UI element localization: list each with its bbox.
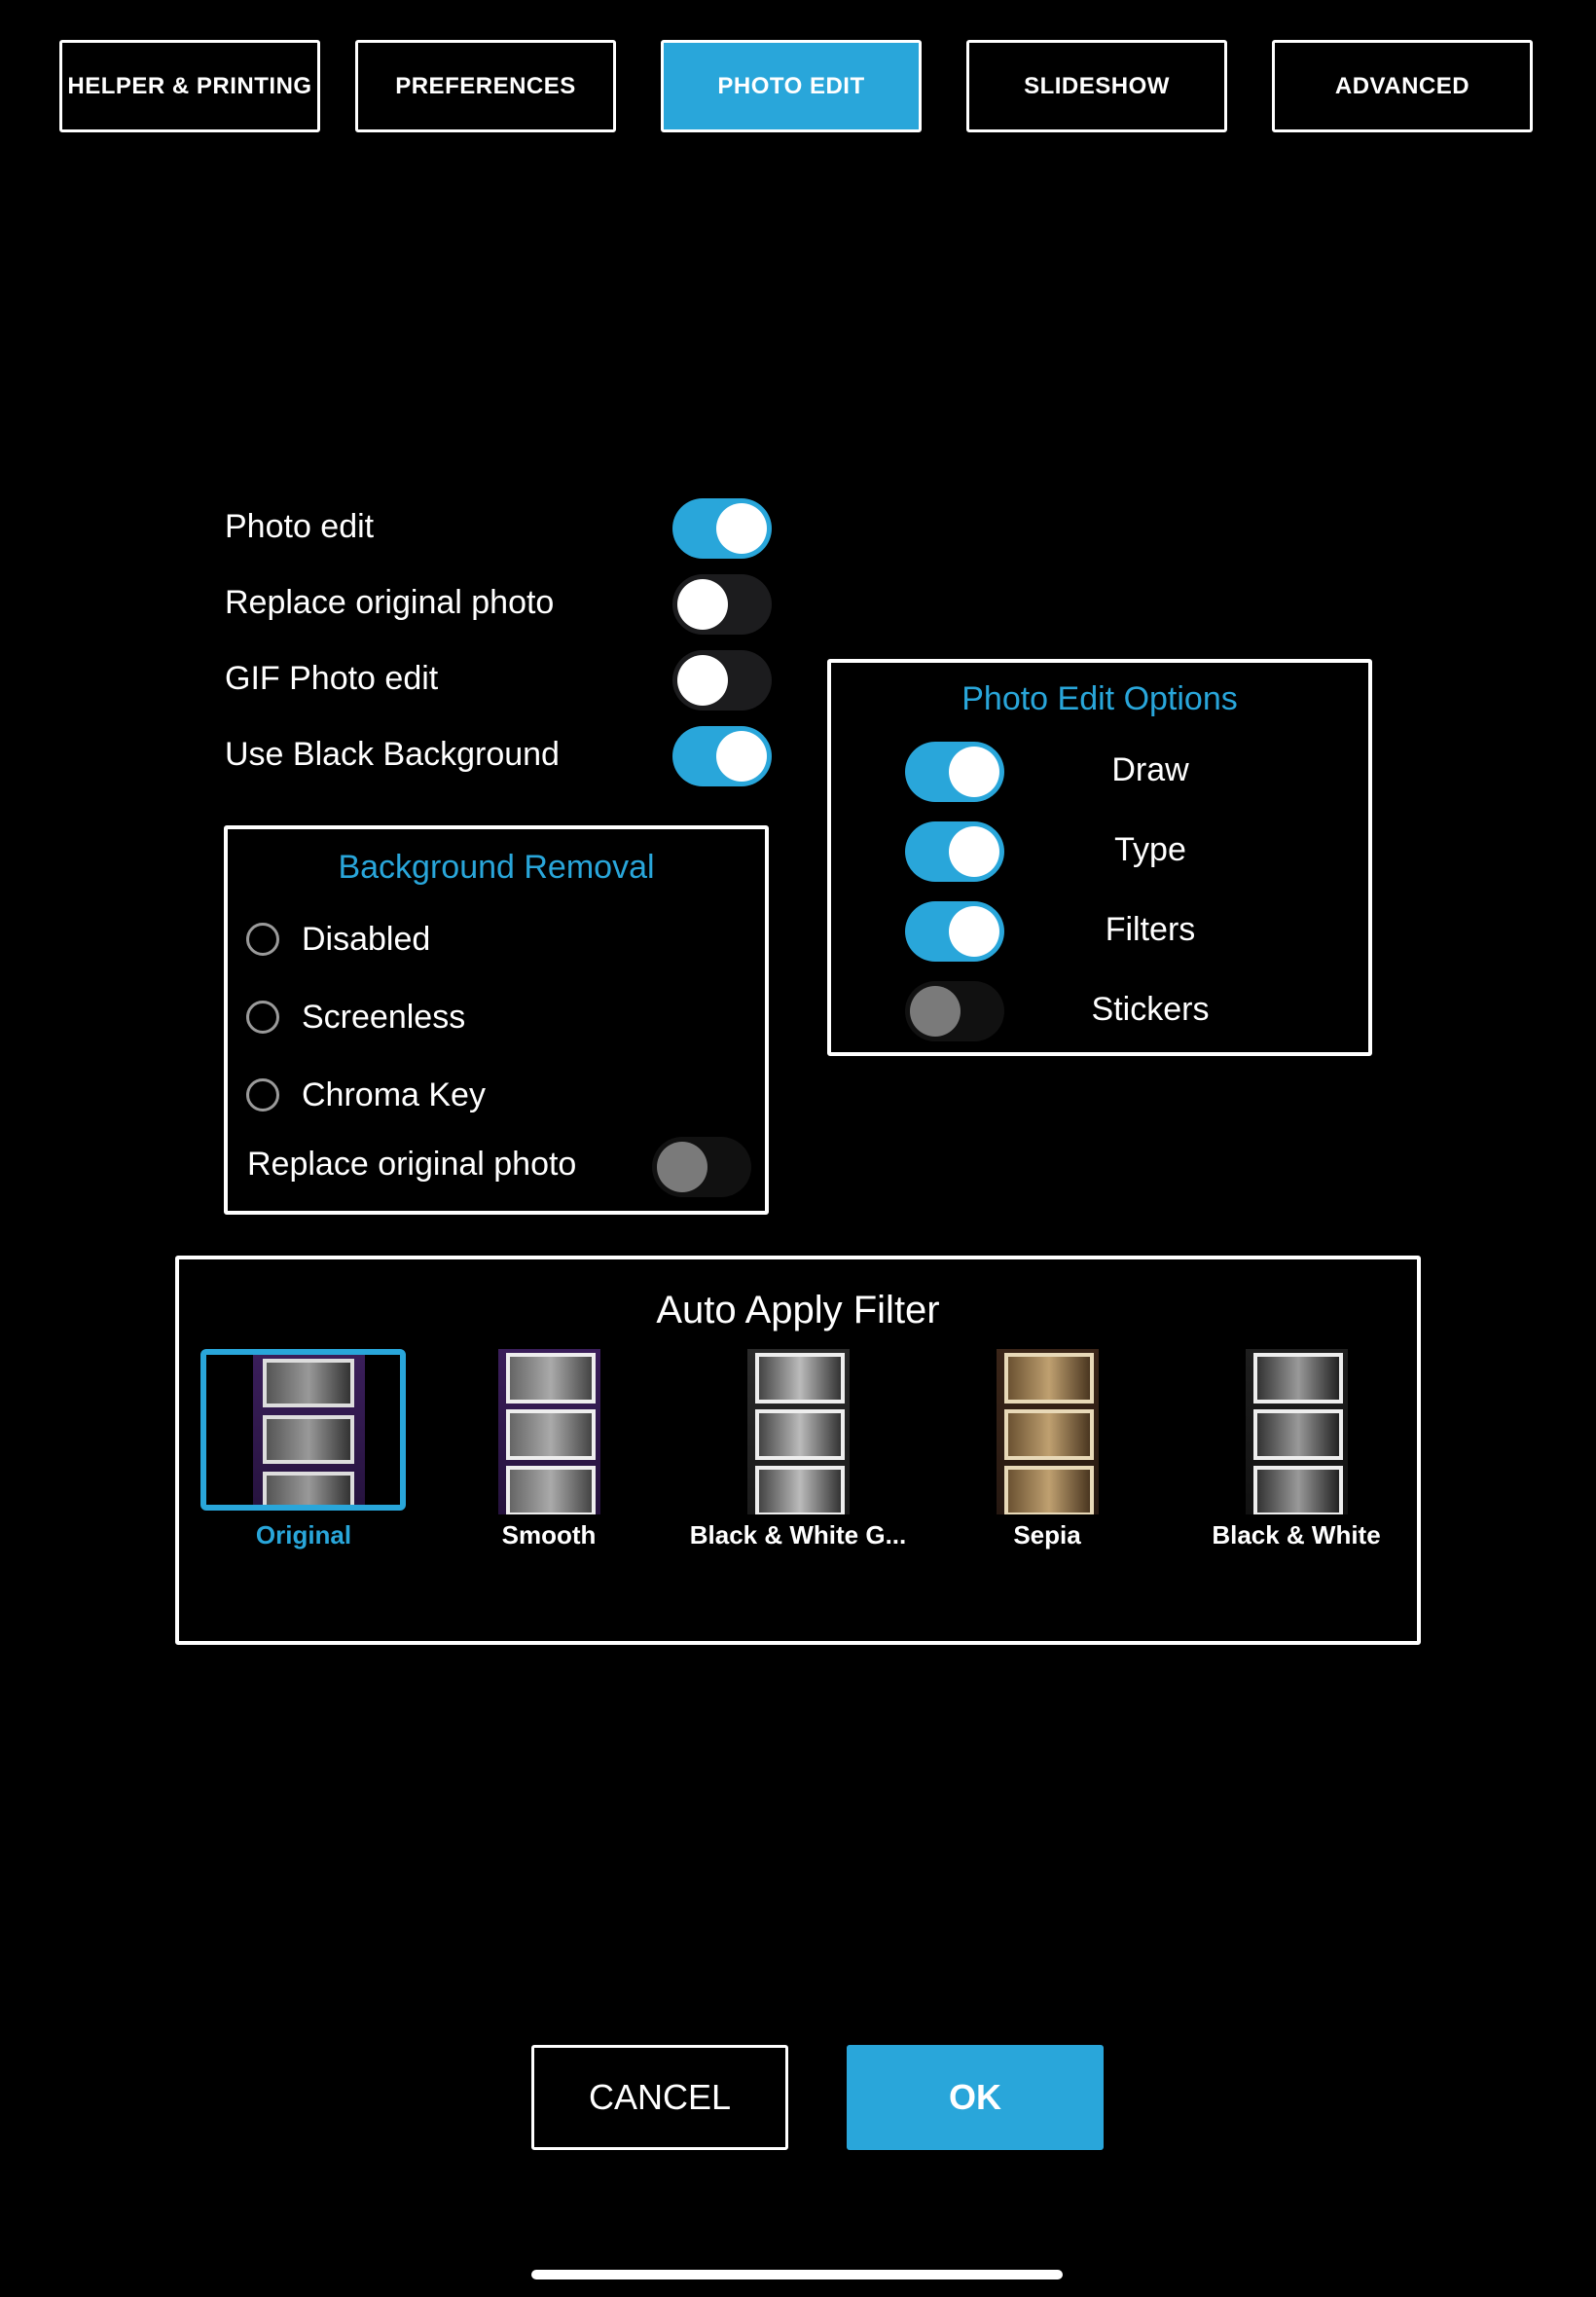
filter-original-thumb bbox=[253, 1355, 365, 1511]
filter-sepia[interactable] bbox=[997, 1349, 1099, 1514]
filters-toggle[interactable] bbox=[905, 901, 1004, 962]
filter-bw-label: Black & White bbox=[1212, 1520, 1381, 1550]
filters-label: Filters bbox=[1105, 911, 1196, 948]
tab-preferences[interactable]: PREFERENCES bbox=[355, 40, 616, 132]
photo-edit-toggle[interactable] bbox=[672, 498, 772, 559]
radio-screenless-label: Screenless bbox=[302, 999, 466, 1036]
filter-original[interactable] bbox=[200, 1349, 406, 1511]
photo-edit-label: Photo edit bbox=[225, 508, 375, 545]
draw-toggle[interactable] bbox=[905, 742, 1004, 802]
black-background-toggle[interactable] bbox=[672, 726, 772, 786]
bg-replace-original-label: Replace original photo bbox=[247, 1146, 577, 1183]
filter-bw[interactable] bbox=[1246, 1349, 1348, 1514]
background-removal-panel bbox=[224, 825, 769, 1215]
home-indicator bbox=[531, 2270, 1063, 2279]
filter-smooth-label: Smooth bbox=[501, 1520, 597, 1550]
replace-original-toggle[interactable] bbox=[672, 574, 772, 635]
radio-chroma-key-label: Chroma Key bbox=[302, 1076, 486, 1113]
filter-original-label: Original bbox=[255, 1520, 352, 1550]
draw-label: Draw bbox=[1111, 751, 1189, 788]
bg-replace-original-toggle[interactable] bbox=[652, 1137, 751, 1197]
replace-original-label: Replace original photo bbox=[225, 584, 555, 621]
type-label: Type bbox=[1114, 831, 1186, 868]
filter-bw-grain[interactable] bbox=[747, 1349, 850, 1514]
stickers-toggle[interactable] bbox=[905, 981, 1004, 1041]
filter-bw-grain-label: Black & White G... bbox=[689, 1520, 907, 1550]
auto-apply-filter-panel bbox=[175, 1256, 1421, 1645]
gif-photo-edit-label: GIF Photo edit bbox=[225, 660, 439, 697]
black-background-label: Use Black Background bbox=[225, 736, 560, 773]
ok-button[interactable]: OK bbox=[847, 2045, 1104, 2150]
filter-sepia-label: Sepia bbox=[1013, 1520, 1081, 1550]
gif-photo-edit-toggle[interactable] bbox=[672, 650, 772, 711]
tab-slideshow[interactable]: SLIDESHOW bbox=[966, 40, 1227, 132]
auto-apply-filter-title: Auto Apply Filter bbox=[656, 1289, 940, 1331]
background-removal-title: Background Removal bbox=[338, 849, 655, 886]
type-toggle[interactable] bbox=[905, 821, 1004, 882]
cancel-button[interactable]: CANCEL bbox=[531, 2045, 788, 2150]
radio-disabled[interactable] bbox=[246, 923, 279, 956]
tab-helper-printing[interactable]: HELPER & PRINTING bbox=[59, 40, 320, 132]
radio-disabled-label: Disabled bbox=[302, 921, 431, 958]
tab-photo-edit[interactable]: PHOTO EDIT bbox=[661, 40, 922, 132]
tab-advanced[interactable]: ADVANCED bbox=[1272, 40, 1533, 132]
filter-smooth[interactable] bbox=[498, 1349, 600, 1514]
photo-edit-options-title: Photo Edit Options bbox=[961, 680, 1238, 717]
stickers-label: Stickers bbox=[1091, 991, 1210, 1028]
radio-screenless[interactable] bbox=[246, 1001, 279, 1034]
radio-chroma-key[interactable] bbox=[246, 1078, 279, 1112]
photo-edit-options-panel bbox=[827, 659, 1372, 1056]
